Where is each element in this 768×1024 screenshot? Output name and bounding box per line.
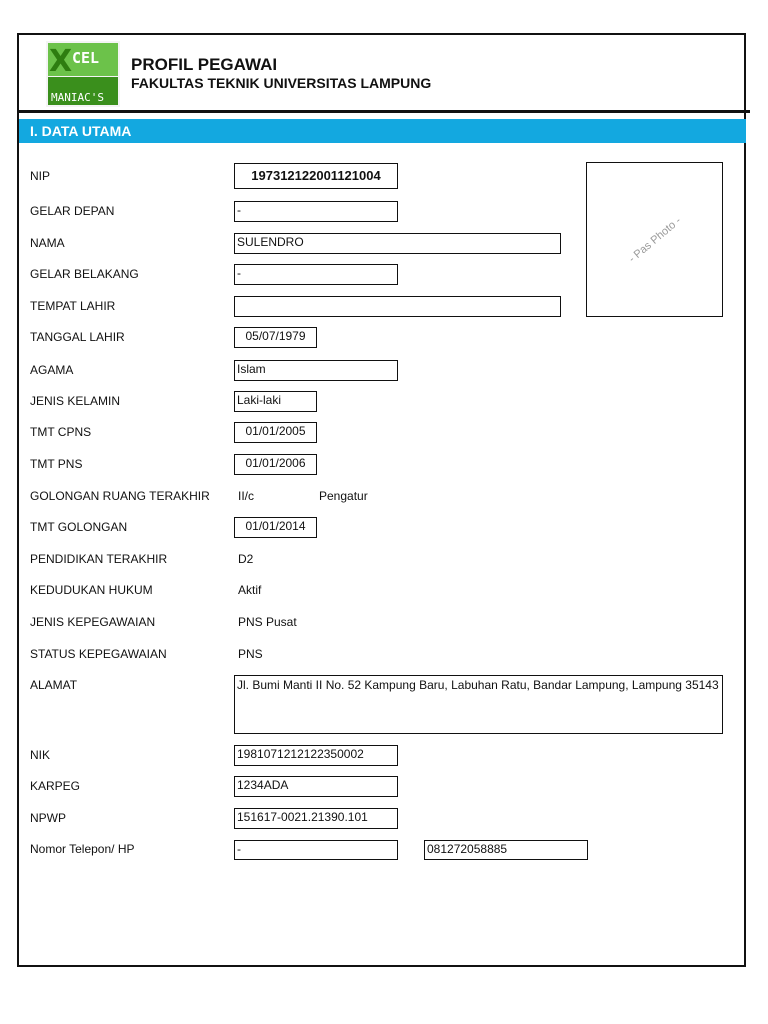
label-agama: AGAMA [30,363,74,377]
label-npwp: NPWP [30,811,66,825]
golongan-value: II/c [238,489,255,503]
label-karpeg: KARPEG [30,779,81,793]
tmt-golongan-field[interactable]: 01/01/2014 [234,517,317,538]
label-pendidikan: PENDIDIKAN TERAKHIR [30,552,168,566]
karpeg-field[interactable]: 1234ADA [234,776,398,797]
gelar-belakang-field[interactable]: - [234,264,398,285]
header-divider [17,110,750,113]
label-nik: NIK [30,748,51,762]
svg-text:X: X [49,44,73,79]
label-jenis-kelamin: JENIS KELAMIN [30,394,121,408]
npwp-field[interactable]: 151617-0021.21390.101 [234,808,398,829]
label-status-kepegawaian: STATUS KEPEGAWAIAN [30,647,167,661]
jenis-kepegawaian-value: PNS Pusat [238,615,297,629]
svg-text:CEL: CEL [72,49,100,67]
label-jenis-kepegawaian: JENIS KEPEGAWAIAN [30,615,156,629]
nip-field[interactable]: 197312122001121004 [234,163,398,189]
status-kepegawaian-value: PNS [238,647,263,661]
section-header-data-utama: I. DATA UTAMA [19,119,746,143]
hp-field[interactable]: 081272058885 [424,840,588,860]
label-tmt-golongan: TMT GOLONGAN [30,520,128,534]
nik-field[interactable]: 1981071212122350002 [234,745,398,766]
label-tmt-pns: TMT PNS [30,457,83,471]
tmt-pns-field[interactable]: 01/01/2006 [234,454,317,475]
label-gelar-belakang: GELAR BELAKANG [30,267,139,281]
tanggal-lahir-field[interactable]: 05/07/1979 [234,327,317,348]
label-kedudukan-hukum: KEDUDUKAN HUKUM [30,583,153,597]
telepon-field[interactable]: - [234,840,398,860]
photo-placeholder[interactable] [586,162,723,317]
alamat-field[interactable]: Jl. Bumi Manti II No. 52 Kampung Baru, Labuhan Ratu, Bandar Lampung, Lampung 35143 [234,675,723,734]
label-nip: NIP [30,169,51,183]
tempat-lahir-field[interactable] [234,296,561,317]
page-title: PROFIL PEGAWAI [131,55,278,74]
tmt-cpns-field[interactable]: 01/01/2005 [234,422,317,443]
label-telepon: Nomor Telepon/ HP [30,842,135,856]
kedudukan-hukum-value: Aktif [238,583,262,597]
page-subtitle: FAKULTAS TEKNIK UNIVERSITAS LAMPUNG [131,75,432,91]
label-golongan: GOLONGAN RUANG TERAKHIR [30,489,210,503]
gelar-depan-field[interactable]: - [234,201,398,222]
nama-field[interactable]: SULENDRO [234,233,561,254]
pangkat-value: Pengatur [319,489,368,503]
label-alamat: ALAMAT [30,678,78,692]
label-tempat-lahir: TEMPAT LAHIR [30,299,116,313]
excel-maniacs-logo [46,41,120,107]
agama-field[interactable]: Islam [234,360,398,381]
label-gelar-depan: GELAR DEPAN [30,204,115,218]
photo-placeholder-text: - Pas Photo - [626,214,683,265]
jenis-kelamin-field[interactable]: Laki-laki [234,391,317,412]
label-tanggal-lahir: TANGGAL LAHIR [30,330,125,344]
svg-text:MANIAC'S: MANIAC'S [51,91,104,104]
pendidikan-value: D2 [238,552,254,566]
label-tmt-cpns: TMT CPNS [30,425,92,439]
label-nama: NAMA [30,236,65,250]
